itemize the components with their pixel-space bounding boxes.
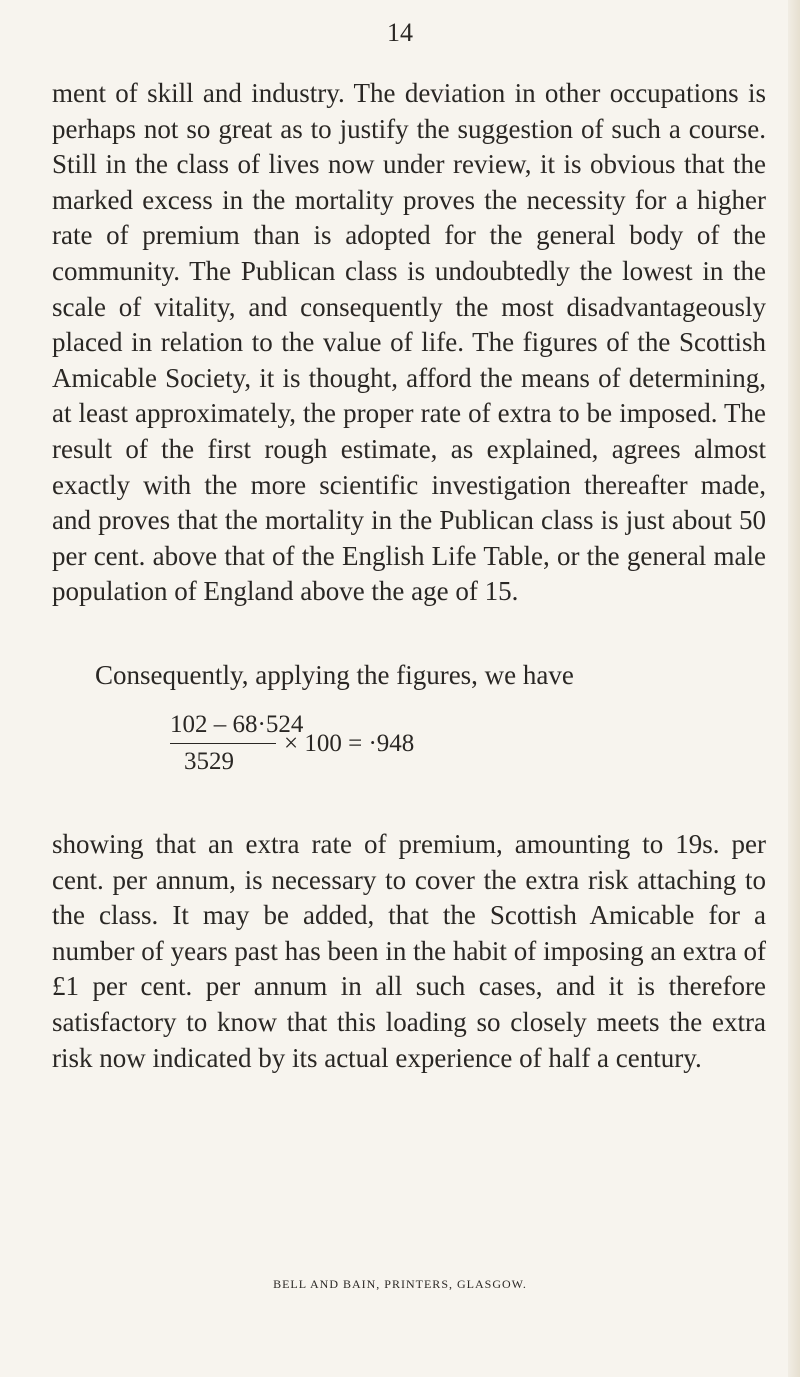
body-paragraph-3: showing that an extra rate of premium, amounting to 19s. per cent. per annum, is necessary to cover the extra risk attaching to the class. It may be added, that the Scottish Amicable for a number of years past has been in the habit of imposing an extra of £1 per cent. per annum in all such cases, and it is therefore satisfactory to know that this loading so closely meets the extra risk now indicated by its actual experience of half a century.: [52, 829, 766, 1073]
equation-result: × 100 = ·948: [284, 730, 415, 757]
body-paragraph-1: ment of skill and industry. The deviation in other occupations is perhaps not so great as to justify the suggestion of such a course. Still in the class of lives now under review, it is obvious that the marked excess in the mortality proves the necessity for a higher rate of premium than is adopted for the general body of the community. The Publican class is undoubtedly the lowest in the scale of vitality, and consequently the most disadvantageously placed in relation to the value of life. The figures of the Scottish Amicable Society, it is thought, afford the means of determining, at least approximately, the proper rate of extra to be imposed. The result of the first rough estimate, as explained, agrees almost exactly with the more scientific investigation thereafter made, and proves that the mortality in the Publican class is just about 50 per cent. above that of the English Life Table, or the general male population of England above the age of 15.: [52, 78, 766, 607]
body-paragraph-2: Consequently, applying the figures, we have: [95, 660, 574, 690]
equation-denominator: 3529: [184, 748, 234, 775]
page-edge: [788, 0, 800, 1377]
fraction-bar: [170, 743, 276, 744]
page-number: 14: [387, 18, 413, 47]
equation: [170, 710, 670, 780]
equation-numerator: 102 – 68·524: [170, 711, 304, 738]
printer-imprint: BELL AND BAIN, PRINTERS, GLASGOW.: [273, 1277, 527, 1291]
